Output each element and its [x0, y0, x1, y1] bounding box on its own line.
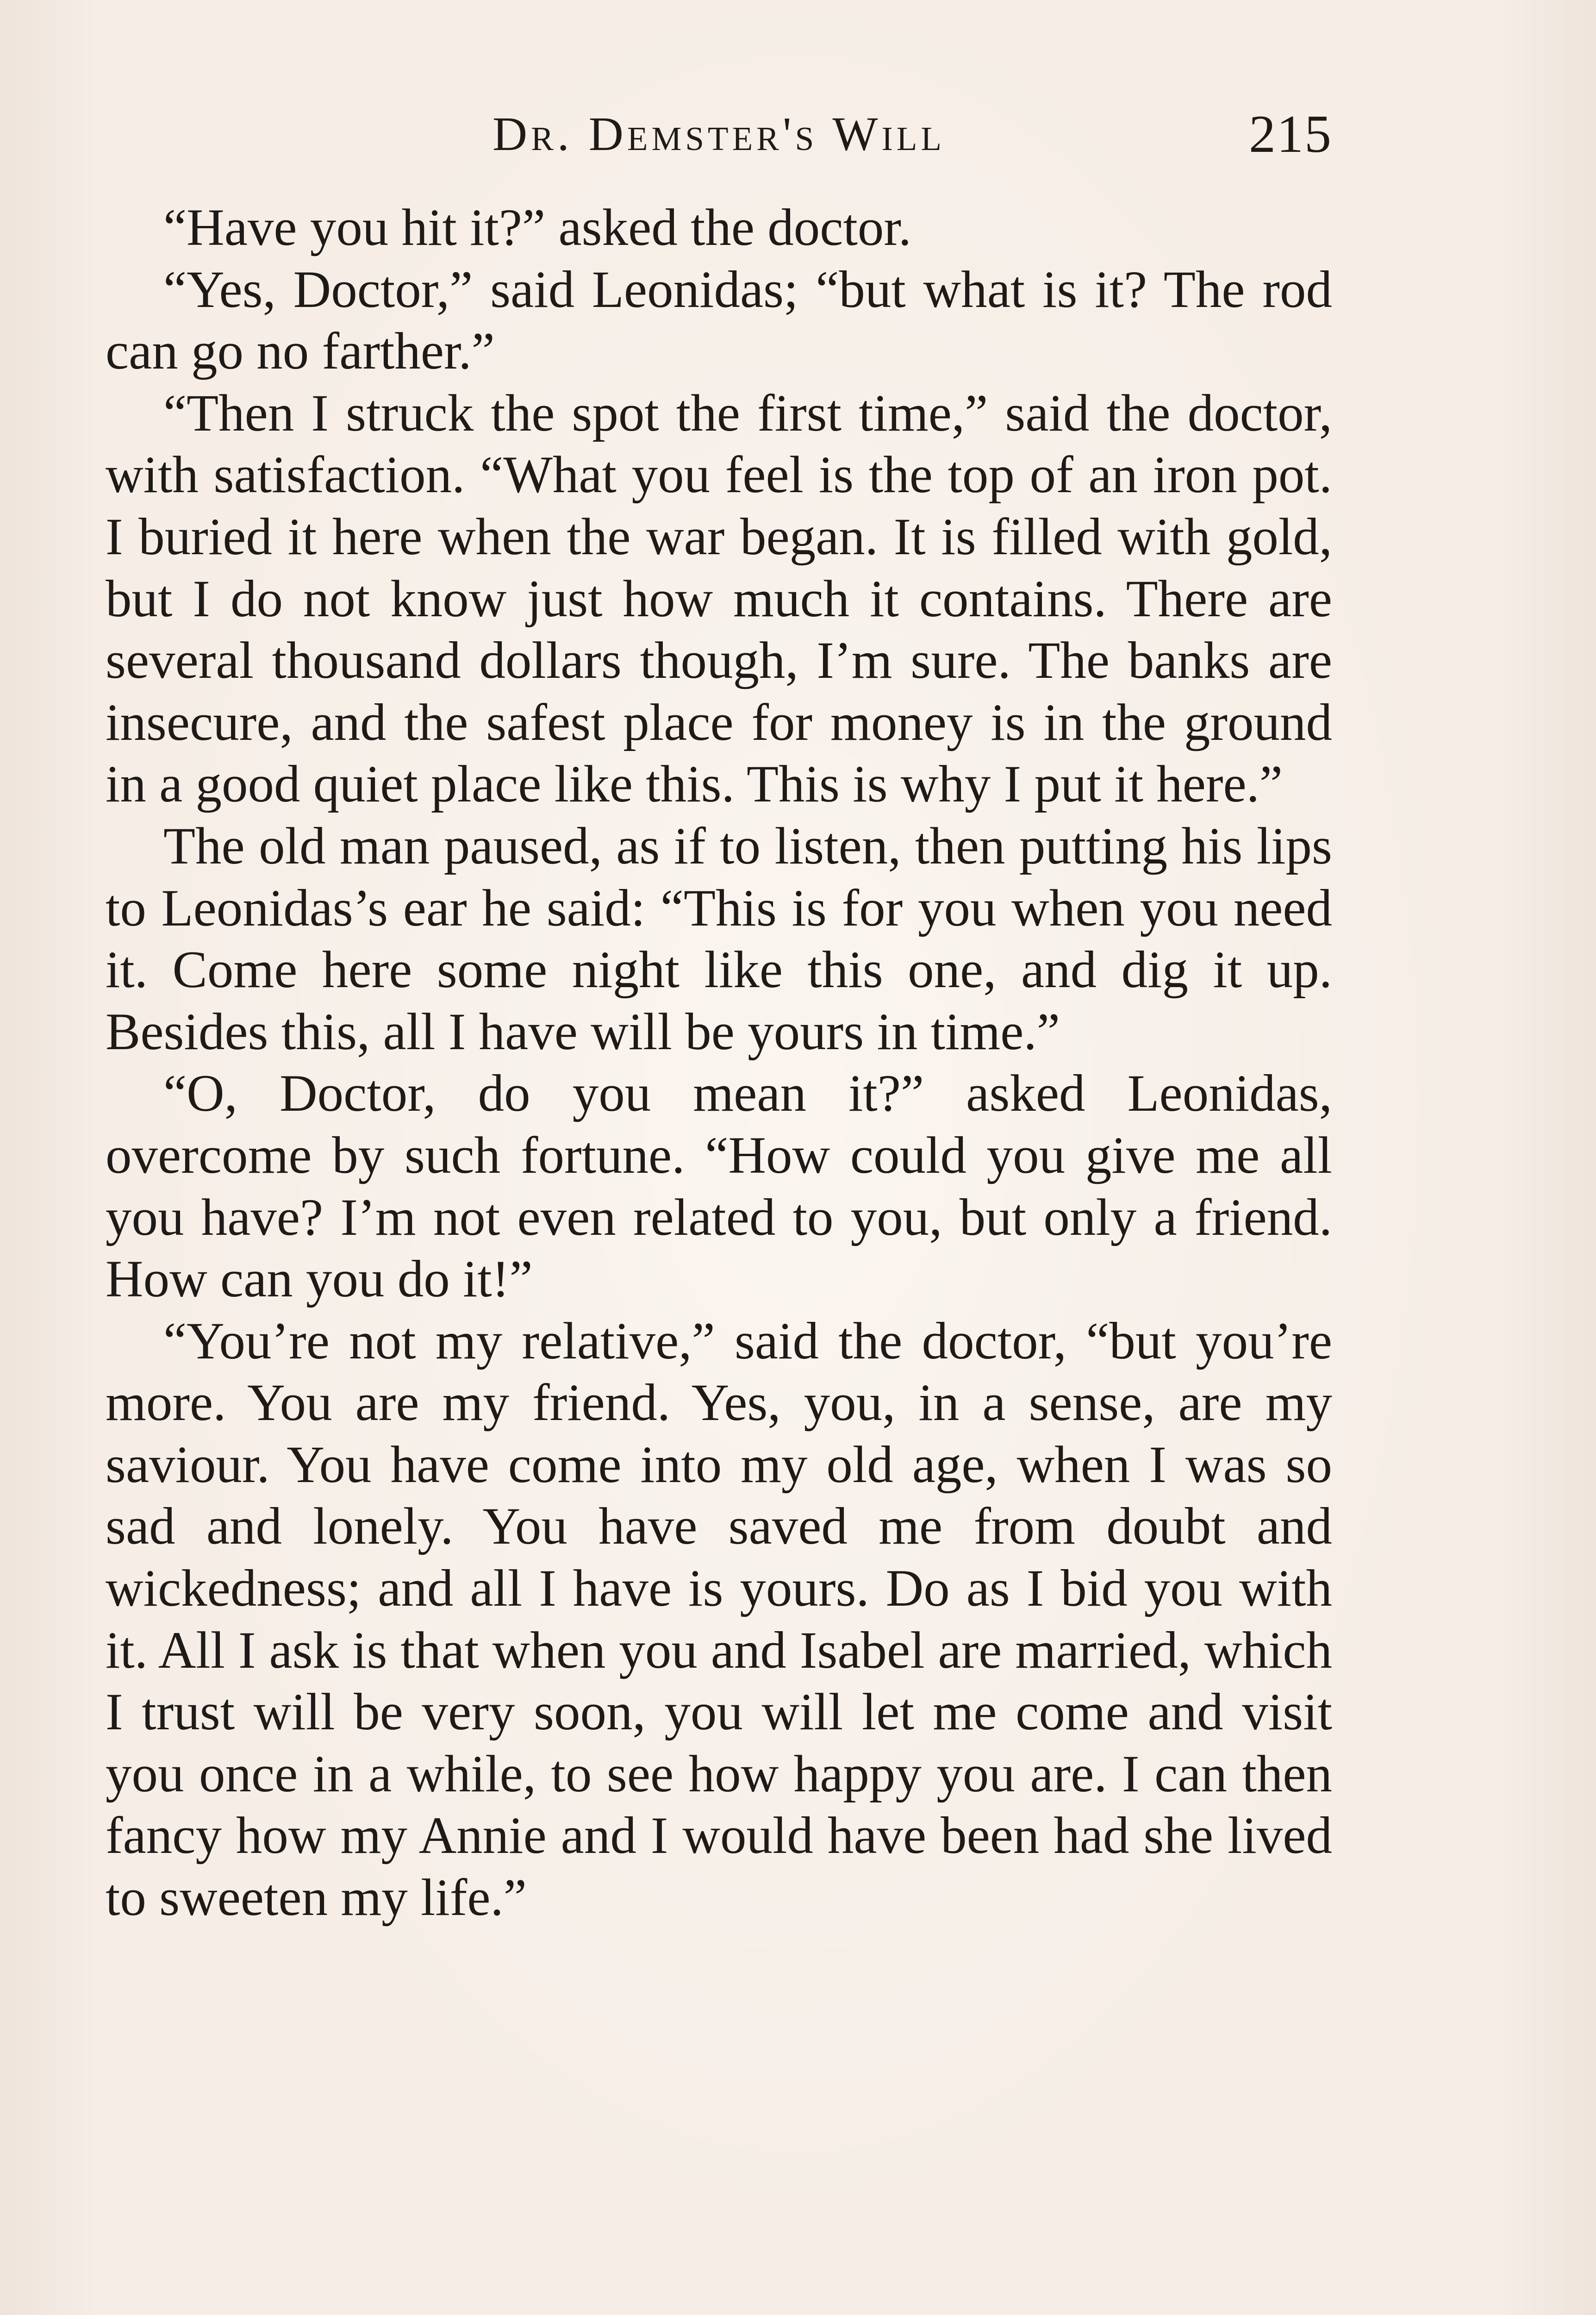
paragraph: “Have you hit it?” asked the doctor.: [163, 199, 911, 257]
paragraph: “O, Doctor, do you mean it?” asked Leonidas, overcome by such fortune. “How could you give me all you have? I’m not even related to you, but only a friend. How can you do it!”: [106, 1064, 1332, 1308]
paragraph: “You’re not my relative,” said the doctor, “but you’re more. You are my friend. Yes, you, in a sense, are my saviour. You have come into my old age, when I was so sad and lonely. You have saved me from doubt and wickedness; and all I have is yours. Do as I bid you with it. All I ask is that when you and Isabel are married, which I trust will be very soon, you will let me come and visit you once in a while, to see how happy you are. I can then fancy how my Annie and I would have been had she lived to sweeten my life.”: [106, 1312, 1332, 1927]
paragraph: The old man paused, as if to listen, then putting his lips to Leonidas’s ear he said: “This is for you when you need it. Come here some night like this one, and dig it up. Besides this, all I have will be yours in time.”: [106, 817, 1332, 1061]
running-head: [106, 100, 1332, 169]
running-title: Dr. Demster's Will: [493, 107, 945, 161]
paragraph: “Yes, Doctor,” said Leonidas; “but what is it? The rod can go no farther.”: [106, 260, 1332, 381]
paragraph: “Then I struck the spot the first time,” said the doctor, with satisfaction. “What you feel is the top of an iron pot. I buried it here when the war began. It is filled with gold, but I do not know just how much it contains. There are several thousand dollars though, I’m sure. The banks are insecure, and the safest place for money is in the ground in a good quiet place like this. This is why I put it here.”: [106, 384, 1332, 813]
body-text: [106, 197, 1332, 1929]
page-number: 215: [1249, 105, 1332, 164]
